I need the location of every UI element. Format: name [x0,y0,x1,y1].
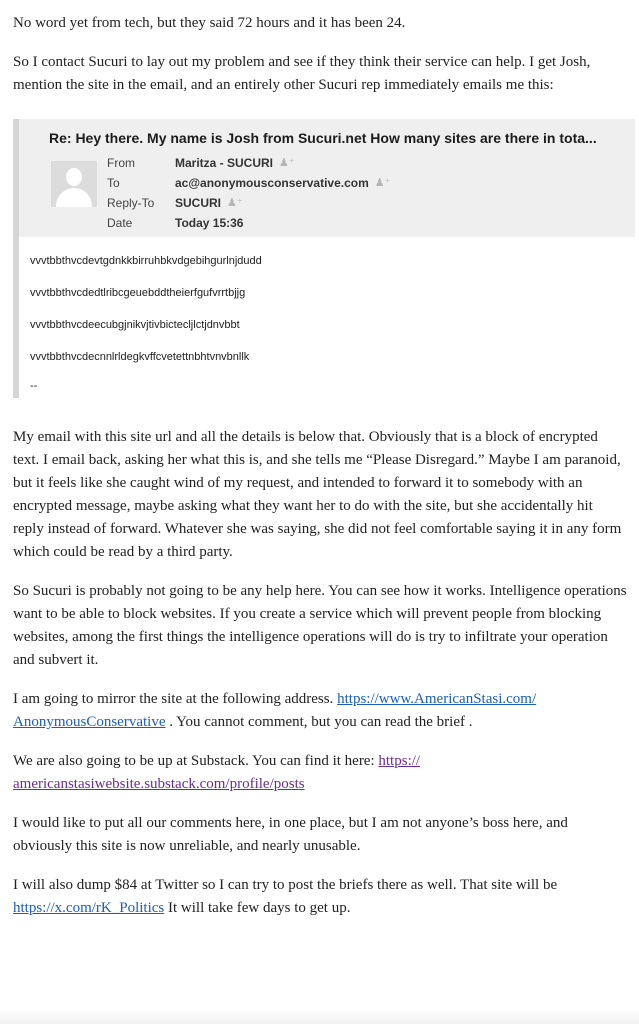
paragraph-tech-update: No word yet from tech, but they said 72 hours and it has been 24. [13,15,406,31]
date-value: Today 15:36 [175,216,244,230]
encrypted-line: vvvtbbthvcdeecubgjnikvjtivbictecljlctjdnvbbt [30,319,240,331]
add-contact-icon: ♟⁺ [374,177,391,189]
avatar [51,161,97,207]
encrypted-line: vvvtbbthvcdevtgdnkkbirruhbkvdgebihgurlnjdudd [30,255,262,267]
article-content [13,12,627,936]
to-address: ac@anonymousconservative.com [175,176,369,190]
paragraph-sucuri-conclusion: So Sucuri is probably not going to be any help here. You can see how it works. Intelligence operations want to be able to block websites. If you create a service which will prevent people from blocking websites, among the first things the intelligence operations will do is try to infiltrate your operation and subvert it. [13,583,627,668]
meta-row-date [107,213,390,233]
to-value [175,173,390,193]
avatar-head-icon [66,168,82,186]
paragraph-sucuri-contact: So I contact Sucuri to lay out my problem and see if they think their service can help. I get Josh, mention the site in the email, and an entirely other Sucuri rep immediately emails me this: [13,54,591,93]
from-value [175,153,295,173]
from-name: Maritza - SUCURI [175,156,274,170]
email-signature: -- [30,380,38,392]
email-body [19,237,635,399]
substack-link-part2: americanstasiwebsite.substack.com/profile/posts [13,776,305,792]
bottom-fade [0,1010,639,1024]
paragraph-twitter [13,874,627,920]
email-screenshot [13,119,635,398]
mirror-link-part1: https://www.AmericanStasi.com/ [337,691,537,707]
replyto-value [175,193,243,213]
mirror-link-part2: AnonymousConservative [13,714,166,730]
mirror-text-after: . You cannot comment, but you can read the brief . [165,714,473,730]
substack-text: We are also going to be up at Substack. You can find it here: [13,753,379,769]
avatar-body-icon [56,188,92,207]
encrypted-line: vvvtbbthvcdedtlribcgeuebddtheierfgufvrrtbjjg [30,287,246,299]
date-label: Date [107,216,133,230]
meta-row-replyto [107,193,390,213]
add-contact-icon: ♟⁺ [227,197,243,209]
twitter-link[interactable]: https://x.com/rK_Politics [13,900,165,916]
replyto-name: SUCURI [175,196,222,210]
to-label: To [107,176,120,190]
from-label: From [107,156,135,170]
add-contact-icon: ♟⁺ [279,157,295,169]
replyto-label: Reply-To [107,196,155,210]
email-header [19,119,635,237]
encrypted-line: vvvtbbthvcdecnnlrldegkvffcvetettnbhtvnvbnllk [30,351,250,363]
meta-row-from [107,153,390,173]
twitter-text-after: It will take few days to get up. [164,900,351,916]
paragraph-comments: I would like to put all our comments here, in one place, but I am not anyone’s boss here, and obviously this site is now unreliable, and nearly unusable. [13,815,568,854]
meta-row-to [107,173,390,193]
paragraph-mirror-site [13,688,627,734]
email-subject: Re: Hey there. My name is Josh from Sucuri.net How many sites are there in tota... [49,130,597,146]
twitter-text: I will also dump $84 at Twitter so I can try to post the briefs there as well. That site will be [13,877,558,893]
email-meta [107,153,390,233]
paragraph-substack [13,750,627,796]
paragraph-encrypted-explanation: My email with this site url and all the details is below that. Obviously that is a block of encrypted text. I email back, asking her what this is, and she tells me “Please Disregard.” Maybe I am paranoid, but it feels like she caught wind of my request, and intended to forward it to somebody with an encrypted message, maybe asking what they want her to do with the site, but she accidentally hit reply instead of forward. Whatever she was saying, she did not feel comfortable saying it in any form which could be read by a third party. [13,429,622,560]
substack-link-part1: https:// [378,753,421,769]
mirror-text: I am going to mirror the site at the following address. [13,691,338,707]
